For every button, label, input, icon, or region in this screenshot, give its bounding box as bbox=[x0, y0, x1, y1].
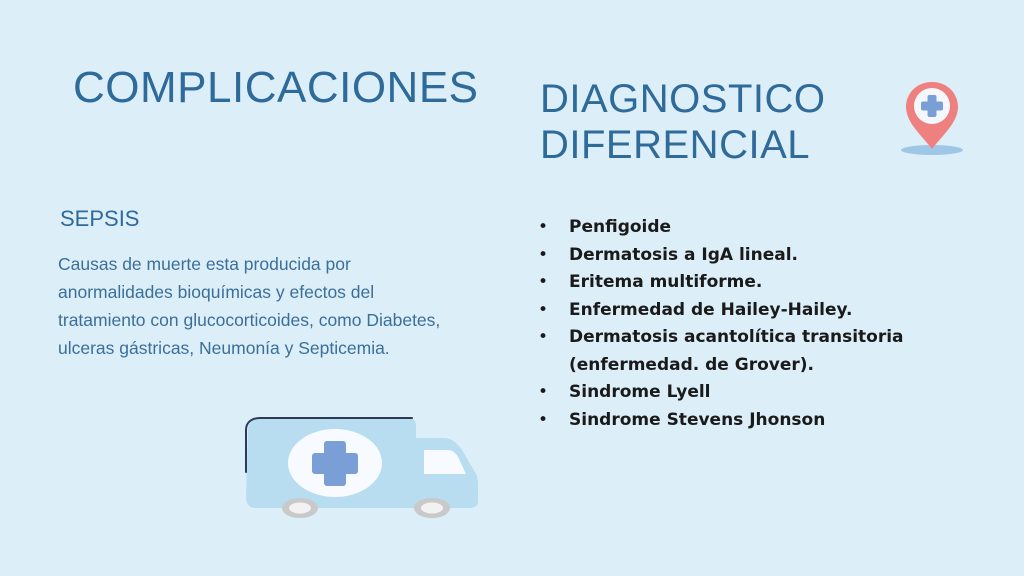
list-item: • Sindrome Stevens Jhonson bbox=[538, 407, 958, 435]
complicaciones-title: COMPLICACIONES bbox=[73, 63, 479, 112]
list-item: • Penfigoide bbox=[538, 214, 958, 242]
ambulance-icon bbox=[240, 412, 485, 524]
sepsis-description: Causas de muerte esta producida por anormalidades bioquímicas y efectos del tratamiento con glucocorticoides, como Diabetes, ulceras gástricas, Neumonía y Septicemia. bbox=[58, 254, 441, 358]
list-item: • Enfermedad de Hailey-Hailey. bbox=[538, 297, 958, 325]
list-item: • Dermatosis a IgA lineal. bbox=[538, 242, 958, 270]
medical-location-pin-icon bbox=[898, 76, 966, 158]
diagnostico-title-line1: DIAGNOSTICO bbox=[540, 77, 826, 121]
sepsis-heading: SEPSIS bbox=[60, 206, 140, 231]
diagnostico-title bbox=[540, 76, 826, 168]
list-item: • Eritema multiforme. bbox=[538, 269, 958, 297]
differential-diagnosis-list bbox=[538, 214, 958, 434]
list-item: • Sindrome Lyell bbox=[538, 379, 958, 407]
list-item: • Dermatosis acantolítica transitoria (enfermedad. de Grover). bbox=[538, 324, 958, 379]
diagnostico-title-line2: DIFERENCIAL bbox=[540, 123, 810, 167]
